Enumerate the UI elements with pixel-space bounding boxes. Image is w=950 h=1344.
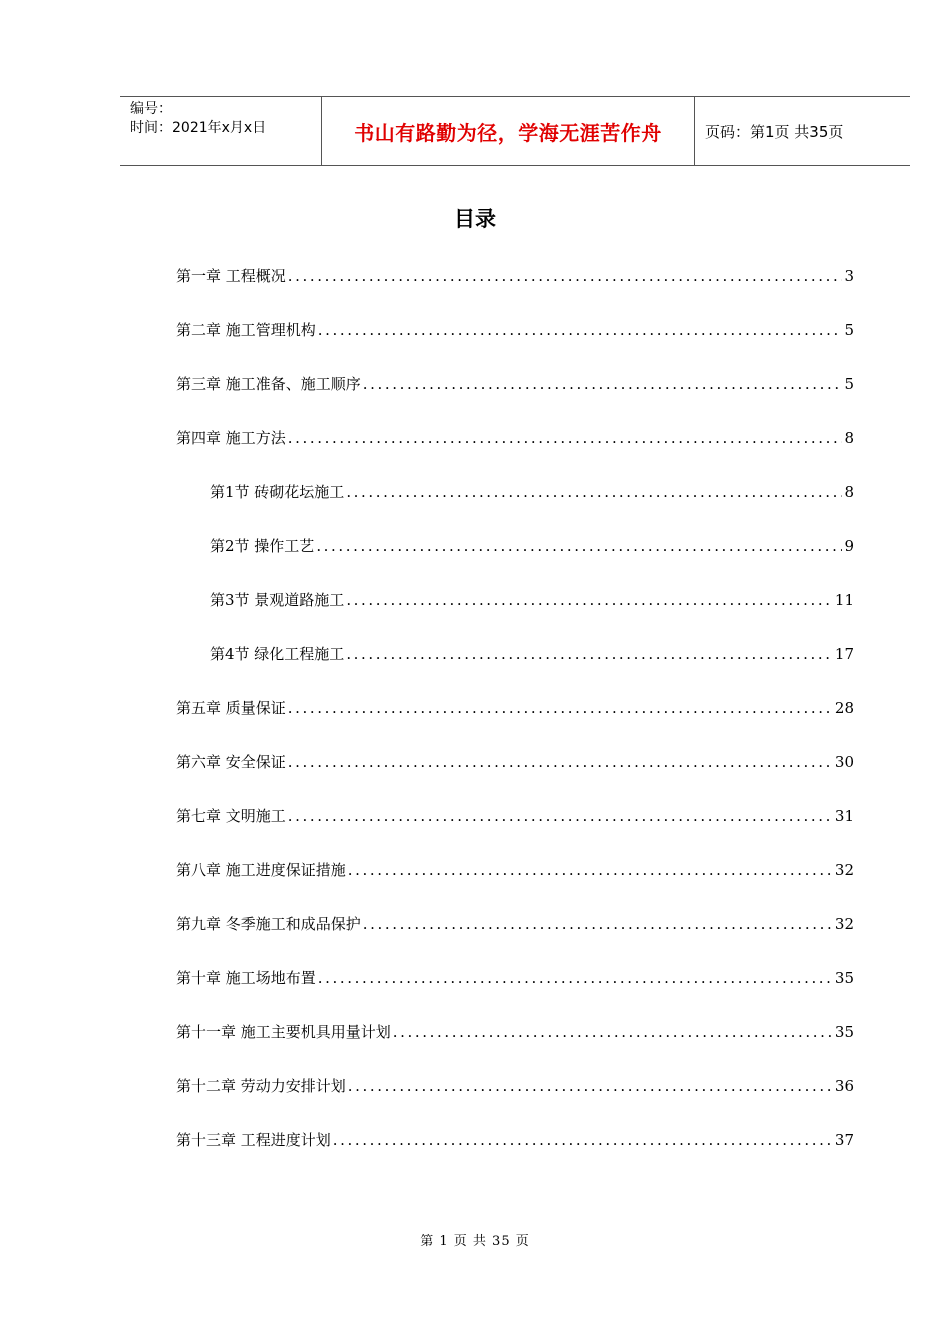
toc-chapter-entry[interactable] <box>176 851 854 905</box>
toc-chapter-entry[interactable] <box>176 959 854 1013</box>
toc-chapter-entry[interactable] <box>176 1067 854 1121</box>
toc-chapter-entry[interactable] <box>176 905 854 959</box>
toc-dot-leader <box>318 311 843 349</box>
toc-dot-leader <box>346 635 833 673</box>
toc-section-entry[interactable] <box>176 635 854 689</box>
toc-entry-page-number: 5 <box>844 321 854 339</box>
toc-dot-leader <box>288 419 843 457</box>
toc-chapter-entry[interactable] <box>176 311 854 365</box>
toc-entry-page-number: 11 <box>834 591 854 609</box>
toc-dot-leader <box>288 743 833 781</box>
toc-chapter-entry[interactable] <box>176 1121 854 1175</box>
toc-entry-page-number: 8 <box>844 483 854 501</box>
toc-entry-page-number: 35 <box>834 1023 854 1041</box>
toc-section-entry[interactable] <box>176 581 854 635</box>
toc-dot-leader <box>348 1067 833 1105</box>
toc-entry-page-number: 36 <box>834 1077 854 1095</box>
toc-entry-label: 第十三章 工程进度计划 <box>176 1131 331 1149</box>
toc-dot-leader <box>288 257 843 295</box>
toc-dot-leader <box>363 905 833 943</box>
toc-entry-label: 第3节 景观道路施工 <box>210 591 345 609</box>
toc-dot-leader <box>316 527 842 565</box>
toc-entry-label: 第九章 冬季施工和成品保护 <box>176 915 361 933</box>
toc-dot-leader <box>346 581 833 619</box>
toc-entry-page-number: 28 <box>834 699 854 717</box>
document-number-label: 编号： <box>130 101 172 117</box>
toc-entry-label: 第五章 质量保证 <box>176 699 286 717</box>
toc-entry-label: 第2节 操作工艺 <box>210 537 315 555</box>
toc-entry-page-number: 30 <box>834 753 854 771</box>
toc-chapter-entry[interactable] <box>176 419 854 473</box>
document-header <box>120 96 910 166</box>
toc-entry-page-number: 3 <box>844 267 854 285</box>
toc-entry-page-number: 9 <box>844 537 854 555</box>
toc-dot-leader <box>288 689 833 727</box>
toc-entry-label: 第二章 施工管理机构 <box>176 321 316 339</box>
toc-entry-label: 第1节 砖砌花坛施工 <box>210 483 345 501</box>
toc-chapter-entry[interactable] <box>176 689 854 743</box>
toc-entry-label: 第四章 施工方法 <box>176 429 286 447</box>
toc-entry-page-number: 31 <box>834 807 854 825</box>
toc-chapter-entry[interactable] <box>176 743 854 797</box>
toc-entry-page-number: 8 <box>844 429 854 447</box>
toc-entry-page-number: 5 <box>844 375 854 393</box>
toc-entry-label: 第八章 施工进度保证措施 <box>176 861 346 879</box>
toc-section-entry[interactable] <box>176 527 854 581</box>
table-of-contents <box>176 257 854 1175</box>
header-meta-cell <box>120 97 322 165</box>
toc-entry-label: 第六章 安全保证 <box>176 753 286 771</box>
toc-entry-page-number: 32 <box>834 915 854 933</box>
toc-entry-page-number: 17 <box>834 645 854 663</box>
toc-section-entry[interactable] <box>176 473 854 527</box>
toc-dot-leader <box>346 473 842 511</box>
page-footer: 第 1 页 共 35 页 <box>420 1234 530 1249</box>
toc-dot-leader <box>288 797 833 835</box>
toc-chapter-entry[interactable] <box>176 1013 854 1067</box>
toc-entry-label: 第十二章 劳动力安排计划 <box>176 1077 346 1095</box>
toc-chapter-entry[interactable] <box>176 365 854 419</box>
header-motto: 书山有路勤为径，学海无涯苦作舟 <box>354 120 662 145</box>
toc-entry-label: 第4节 绿化工程施工 <box>210 645 345 663</box>
document-time-label: 时间：2021年x月x日 <box>130 120 267 136</box>
toc-entry-label: 第三章 施工准备、施工顺序 <box>176 375 361 393</box>
header-page-cell <box>695 97 910 165</box>
toc-entry-page-number: 35 <box>834 969 854 987</box>
toc-dot-leader <box>363 365 843 403</box>
toc-dot-leader <box>318 959 833 997</box>
toc-chapter-entry[interactable] <box>176 797 854 851</box>
toc-entry-label: 第十章 施工场地布置 <box>176 969 316 987</box>
toc-entry-page-number: 37 <box>834 1131 854 1149</box>
toc-entry-label: 第七章 文明施工 <box>176 807 286 825</box>
toc-entry-label: 第十一章 施工主要机具用量计划 <box>176 1023 391 1041</box>
toc-entry-label: 第一章 工程概况 <box>176 267 286 285</box>
toc-dot-leader <box>333 1121 833 1159</box>
header-page-info: 页码：第1页 共35页 <box>705 122 844 141</box>
toc-title: 目录 <box>454 207 496 231</box>
toc-entry-page-number: 32 <box>834 861 854 879</box>
toc-chapter-entry[interactable] <box>176 257 854 311</box>
toc-dot-leader <box>348 851 833 889</box>
toc-dot-leader <box>393 1013 833 1051</box>
header-motto-cell <box>322 97 695 165</box>
